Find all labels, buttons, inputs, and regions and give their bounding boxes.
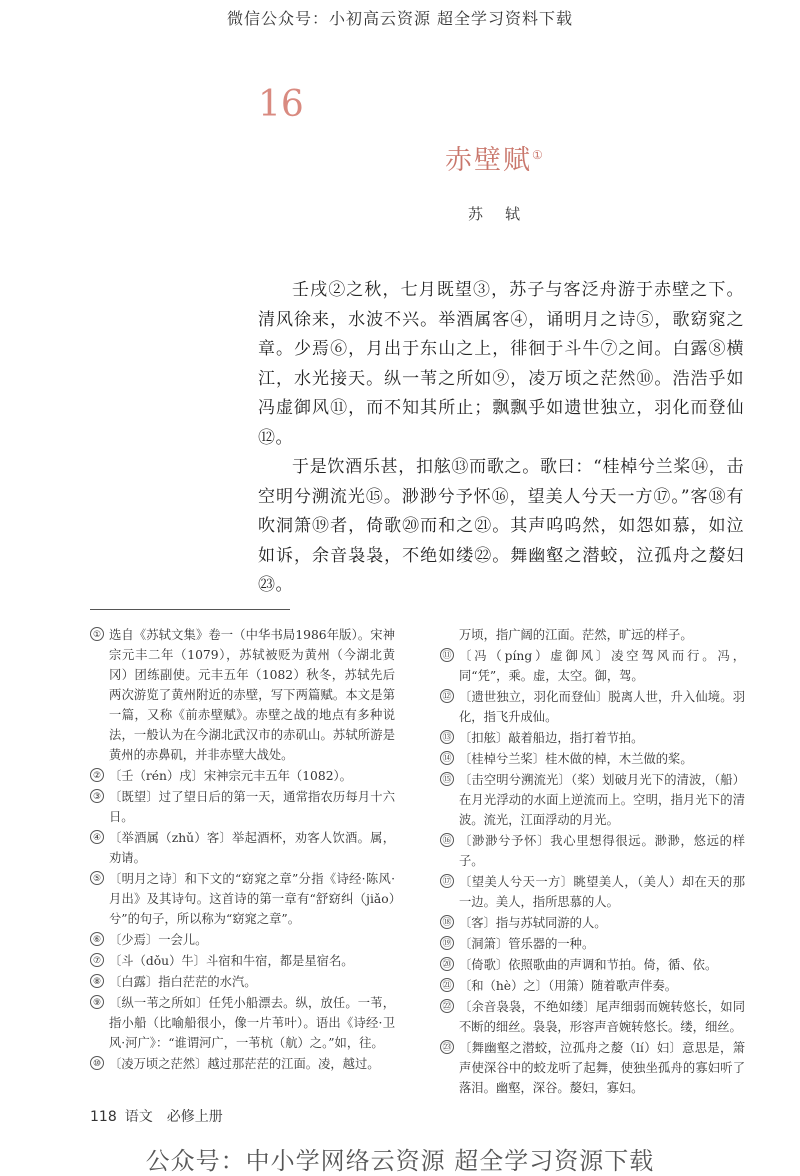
footnotes-right-column <box>440 625 745 1099</box>
footnote <box>90 951 395 971</box>
footnote-number: ⑱ <box>440 915 454 929</box>
footnote-text: 〔桂棹兮兰桨〕桂木做的棹，木兰做的桨。 <box>459 752 693 766</box>
footnote-number: ⑤ <box>90 871 104 885</box>
footnote-number: ⑩ <box>90 1056 104 1070</box>
footnote <box>90 869 395 929</box>
footnote-number: ⑬ <box>440 730 454 744</box>
footnote <box>440 913 745 933</box>
footnote-text: 〔渺渺兮予怀〕我心里想得很远。渺渺，悠远的样子。 <box>459 834 745 868</box>
footnote-text: 〔少焉〕一会儿。 <box>109 933 208 947</box>
footnote <box>440 646 745 686</box>
footnote <box>440 749 745 769</box>
footnote <box>440 997 745 1037</box>
footnote-text: 〔白露〕指白茫茫的水汽。 <box>109 975 257 989</box>
footnote-text: 〔击空明兮溯流光〕（桨）划破月光下的清波，（船）在月光浮动的水面上逆流而上。空明，指月光下的清波。流光，江面浮动的月光。 <box>459 773 745 827</box>
footnote <box>90 828 395 868</box>
footnote-number: ③ <box>90 789 104 803</box>
footnote-text: 〔斗（dǒu）牛〕斗宿和牛宿，都是星宿名。 <box>109 954 354 968</box>
paragraph-2: 于是饮酒乐甚，扣舷⑬而歌之。歌曰：“桂棹兮兰桨⑭，击空明兮溯流光⑮。渺渺兮予怀⑯，望美人兮天一方⑰。”客⑱有吹洞箫⑲者，倚歌⑳而和之㉑。其声呜呜然，如怨如慕，如泣如诉，余音袅袅，不绝如缕㉒。舞幽壑之潜蛟，泣孤舟之嫠妇㉓。 <box>258 457 744 595</box>
footnote-text: 〔冯（píng）虚御风〕凌空驾风而行。冯，同“凭”，乘。虚，太空。御，驾。 <box>459 649 745 683</box>
footnote-number: ⑰ <box>440 874 454 888</box>
footnote <box>90 787 395 827</box>
title-footnote-marker: ① <box>532 148 545 162</box>
footnote-number: ⑯ <box>440 833 454 847</box>
footnote-divider <box>90 609 290 610</box>
footnote-number: ② <box>90 768 104 782</box>
footnote-text: 选自《苏轼文集》卷一（中华书局1986年版）。宋神宗元丰二年（1079），苏轼被贬为黄州（今湖北黄冈）团练副使。元丰五年（1082）秋冬，苏轼先后两次游览了黄州附近的赤壁，写下两篇赋。本文是第一篇，又称《前赤壁赋》。赤壁之战的地点有多种说法，一般认为在今湖北武汉市的赤矶山。苏轼所游是黄州的赤鼻矶，并非赤壁大战处。 <box>109 628 395 762</box>
footnote-text: 〔遗世独立，羽化而登仙〕脱离人世，升入仙境。羽化，指飞升成仙。 <box>459 690 745 724</box>
footnote-number: ① <box>90 627 104 641</box>
footnote-text: 〔举酒属（zhǔ）客〕举起酒杯，劝客人饮酒。属，劝请。 <box>109 831 395 865</box>
footnote <box>90 993 395 1053</box>
lesson-number: 16 <box>258 84 304 125</box>
footnote-text: 〔明月之诗〕和下文的“窈窕之章”分指《诗经·陈风·月出》及其诗句。这首诗的第一章有“舒窈纠（jiǎo）兮”的句子，所以称为“窈窕之章”。 <box>109 872 395 926</box>
paragraph-1: 壬戌②之秋，七月既望③，苏子与客泛舟游于赤壁之下。清风徐来，水波不兴。举酒属客④，诵明月之诗⑤，歌窈窕之章。少焉⑥，月出于东山之上，徘徊于斗牛⑦之间。白露⑧横江，水光接天。纵一苇之所如⑨，凌万顷之茫然⑩。浩浩乎如冯虚御风⑪，而不知其所止；飘飘乎如遗世独立，羽化而登仙⑫。 <box>258 280 744 448</box>
footnote <box>90 972 395 992</box>
footnote-number: ⑪ <box>440 648 454 662</box>
footnote-number: ⑦ <box>90 953 104 967</box>
footnote-number: ④ <box>90 830 104 844</box>
footnote-number: ㉒ <box>440 999 454 1013</box>
footnote-text: 〔既望〕过了望日后的第一天，通常指农历每月十六日。 <box>109 790 395 824</box>
page-title <box>445 138 545 177</box>
footnote <box>90 625 395 765</box>
footnote <box>440 976 745 996</box>
footnote <box>440 872 745 912</box>
footnote <box>440 955 745 975</box>
footnote <box>440 728 745 748</box>
footnote-text: 〔凌万顷之茫然〕越过那茫茫的江面。凌，越过。 <box>109 1057 380 1071</box>
footnote-number: ⑲ <box>440 936 454 950</box>
footnote-number: ⑧ <box>90 974 104 988</box>
header-banner: 微信公众号：小初高云资源 超全学习资料下载 <box>226 9 574 28</box>
footnotes-left-column <box>90 625 395 1075</box>
footnote <box>440 831 745 871</box>
book-label: 语文 必修上册 <box>124 1109 223 1125</box>
footnote <box>90 930 395 950</box>
footnote-number: ⑨ <box>90 995 104 1009</box>
footnote-number: ㉑ <box>440 978 454 992</box>
footnote-text: 〔舞幽壑之潜蛟，泣孤舟之嫠（lí）妇〕意思是，箫声使深谷中的蛟龙听了起舞，使独坐孤舟的寡妇听了落泪。幽壑，深谷。嫠妇，寡妇。 <box>459 1041 745 1095</box>
title-text: 赤壁赋 <box>445 145 532 176</box>
footnote-number: ⑥ <box>90 932 104 946</box>
footnote-text: 〔倚歌〕依照歌曲的声调和节拍。倚，循、依。 <box>459 958 718 972</box>
footnote-number: ⑳ <box>440 957 454 971</box>
footnote <box>440 770 745 830</box>
footnote <box>90 1054 395 1074</box>
footnote <box>90 766 395 786</box>
footnote-number: ㉓ <box>440 1040 454 1054</box>
main-text <box>258 276 744 601</box>
footnote-text: 〔洞箫〕管乐器的一种。 <box>459 937 595 951</box>
footnote-text: 〔客〕指与苏轼同游的人。 <box>459 916 607 930</box>
bottom-banner: 公众号：中小学网络云资源 超全学习资源下载 <box>145 1147 655 1175</box>
page-footer <box>90 1106 223 1126</box>
footnote-text: 〔纵一苇之所如〕任凭小船漂去。纵，放任。一苇，指小船（比喻船很小，像一片苇叶）。语出《诗经·卫风·河广》：“谁谓河广，一苇杭（航）之。”如，往。 <box>109 996 395 1050</box>
footnote-continuation: 万顷，指广阔的江面。茫然，旷远的样子。 <box>459 628 693 642</box>
footnote-text: 〔望美人兮天一方〕眺望美人，（美人）却在天的那一边。美人，指所思慕的人。 <box>459 875 745 909</box>
footnote-text: 〔壬（rén）戌〕宋神宗元丰五年（1082）。 <box>109 769 352 783</box>
footnote <box>440 687 745 727</box>
footnote <box>440 934 745 954</box>
footnote-number: ⑫ <box>440 689 454 703</box>
footnote-number: ⑭ <box>440 751 454 765</box>
footnote-number: ⑮ <box>440 772 454 786</box>
author: 苏轼 <box>468 205 543 223</box>
footnote-text: 〔余音袅袅，不绝如缕〕尾声细弱而婉转悠长，如同不断的细丝。袅袅，形容声音婉转悠长。缕，细丝。 <box>459 1000 745 1034</box>
footnote <box>440 1038 745 1098</box>
footnote-text: 〔扣舷〕敲着船边，指打着节拍。 <box>459 731 644 745</box>
page-number: 118 <box>90 1109 117 1125</box>
footnote-text: 〔和（hè）之〕（用箫）随着歌声伴奏。 <box>459 979 678 993</box>
